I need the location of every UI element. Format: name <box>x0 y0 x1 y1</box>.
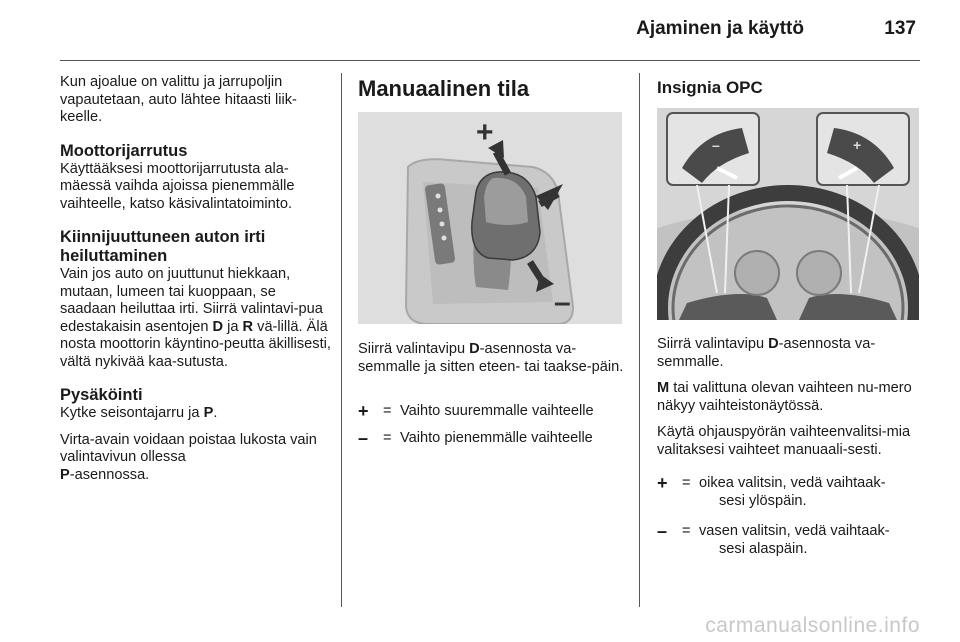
legend-text-line1: oikea valitsin, vedä vaihtaak- <box>699 475 886 491</box>
rocking-text-a: Vain jos auto on juuttunut hiekkaan, mutaan, lumeen tai kuoppaan, se saadaan heiluttaa irti. Siirrä valintavi-pua edestakaisin asentojen <box>60 266 323 335</box>
minus-icon: – <box>358 428 369 448</box>
opc-text-1 <box>657 336 919 371</box>
page-number: 137 <box>884 18 916 39</box>
parking-a: Kytke seisontajarru ja <box>60 405 204 421</box>
rocking-text-b: vä-lillä. Älä nosta moottorin käyntino-peutta äkillisesti, vältä nykivää kaa-sutusta. <box>60 318 331 370</box>
gear-selector-illustration <box>358 112 622 324</box>
opc-m-text: tai valittuna olevan vaihteen nu-mero näkyy vaihteistonäytössä. <box>657 380 912 414</box>
middle-column <box>358 76 630 102</box>
opc-b: -asennosta va-semmalle. <box>657 336 876 370</box>
legend-text: Vaihto pienemmälle vaihteelle <box>400 430 593 446</box>
steering-paddles-figure <box>657 108 919 320</box>
gear-selector-figure <box>358 112 622 324</box>
legend-text: Vaihto suuremmalle vaihteelle <box>400 403 594 419</box>
parking-text-b <box>60 432 332 485</box>
legend-text-line2: sesi alaspäin. <box>719 540 808 557</box>
gear-r: R <box>242 318 254 335</box>
legend-eq: = <box>383 403 392 419</box>
legend-eq: = <box>383 430 392 446</box>
right-text <box>657 336 919 468</box>
legend-plus-right <box>657 475 919 515</box>
parking-b1: Virta-avain voidaan poistaa lukosta vain valintavivun ollessa <box>60 431 317 465</box>
legend-eq: = <box>682 523 691 539</box>
legend-minus-right <box>657 523 919 563</box>
intro-paragraph: Kun ajoalue on valittu ja jarrupoljin vapautetaan, auto lähtee hitaasti liik-keelle. <box>60 74 297 125</box>
opc-a: Siirrä valintavipu <box>657 336 769 352</box>
parking-text-a <box>60 405 332 423</box>
engine-brake-text: Käyttääksesi moottorijarrutusta ala-mäessä vaihda ajoissa pienemmälle vaihteelle, katso käsivalintatoiminto. <box>60 160 295 212</box>
gear-d-right: D <box>768 336 779 352</box>
svg-text:–: – <box>712 137 720 153</box>
right-column <box>657 78 919 98</box>
rocking-text <box>60 266 332 371</box>
rocking-heading: Kiinnijuuttuneen auton irti heiluttaminen <box>60 228 266 265</box>
manual-b: -asennosta va-semmalle ja sitten eteen- tai taakse-päin. <box>358 341 624 375</box>
header-rule <box>60 60 920 61</box>
middle-text <box>358 341 630 385</box>
parking-a-end: . <box>213 405 218 421</box>
legend-text <box>699 523 919 558</box>
legend-eq: = <box>682 475 691 491</box>
gear-p2: P <box>60 466 70 483</box>
gear-d-middle: D <box>469 341 480 357</box>
svg-text:+: + <box>476 116 494 149</box>
manual-mode-text <box>358 341 630 376</box>
legend-text <box>699 475 919 510</box>
svg-text:+: + <box>853 137 862 153</box>
manual-a: Siirrä valintavipu <box>358 341 470 357</box>
column-divider-right <box>639 73 640 607</box>
left-column <box>60 74 332 493</box>
parking-b2: -asennossa. <box>69 466 150 483</box>
legend-text-line1: vasen valitsin, vedä vaihtaak- <box>699 523 890 539</box>
insignia-opc-heading: Insignia OPC <box>657 78 763 97</box>
running-header-title: Ajaminen ja käyttö <box>636 18 804 39</box>
plus-icon: + <box>657 473 668 493</box>
svg-text:–: – <box>554 286 571 319</box>
rocking-ja: ja <box>223 318 243 335</box>
steering-wheel-illustration <box>657 108 919 320</box>
manual-mode-heading: Manuaalinen tila <box>358 76 530 101</box>
gear-m: M <box>657 380 670 396</box>
opc-text-2 <box>657 380 919 415</box>
engine-brake-heading: Moottorijarrutus <box>60 141 188 160</box>
plus-icon: + <box>358 401 369 421</box>
parking-heading: Pysäköinti <box>60 386 143 404</box>
column-divider-left <box>341 73 342 607</box>
gear-d: D <box>212 318 224 335</box>
minus-icon: – <box>657 521 668 541</box>
watermark: carmanualsonline.info <box>705 614 920 637</box>
gear-p: P <box>203 405 214 421</box>
opc-text-3: Käytä ohjauspyörän vaihteenvalitsi-mia valitaksesi vaihteet manuaali-sesti. <box>657 424 911 458</box>
legend-text-line2: sesi ylöspäin. <box>719 492 807 509</box>
